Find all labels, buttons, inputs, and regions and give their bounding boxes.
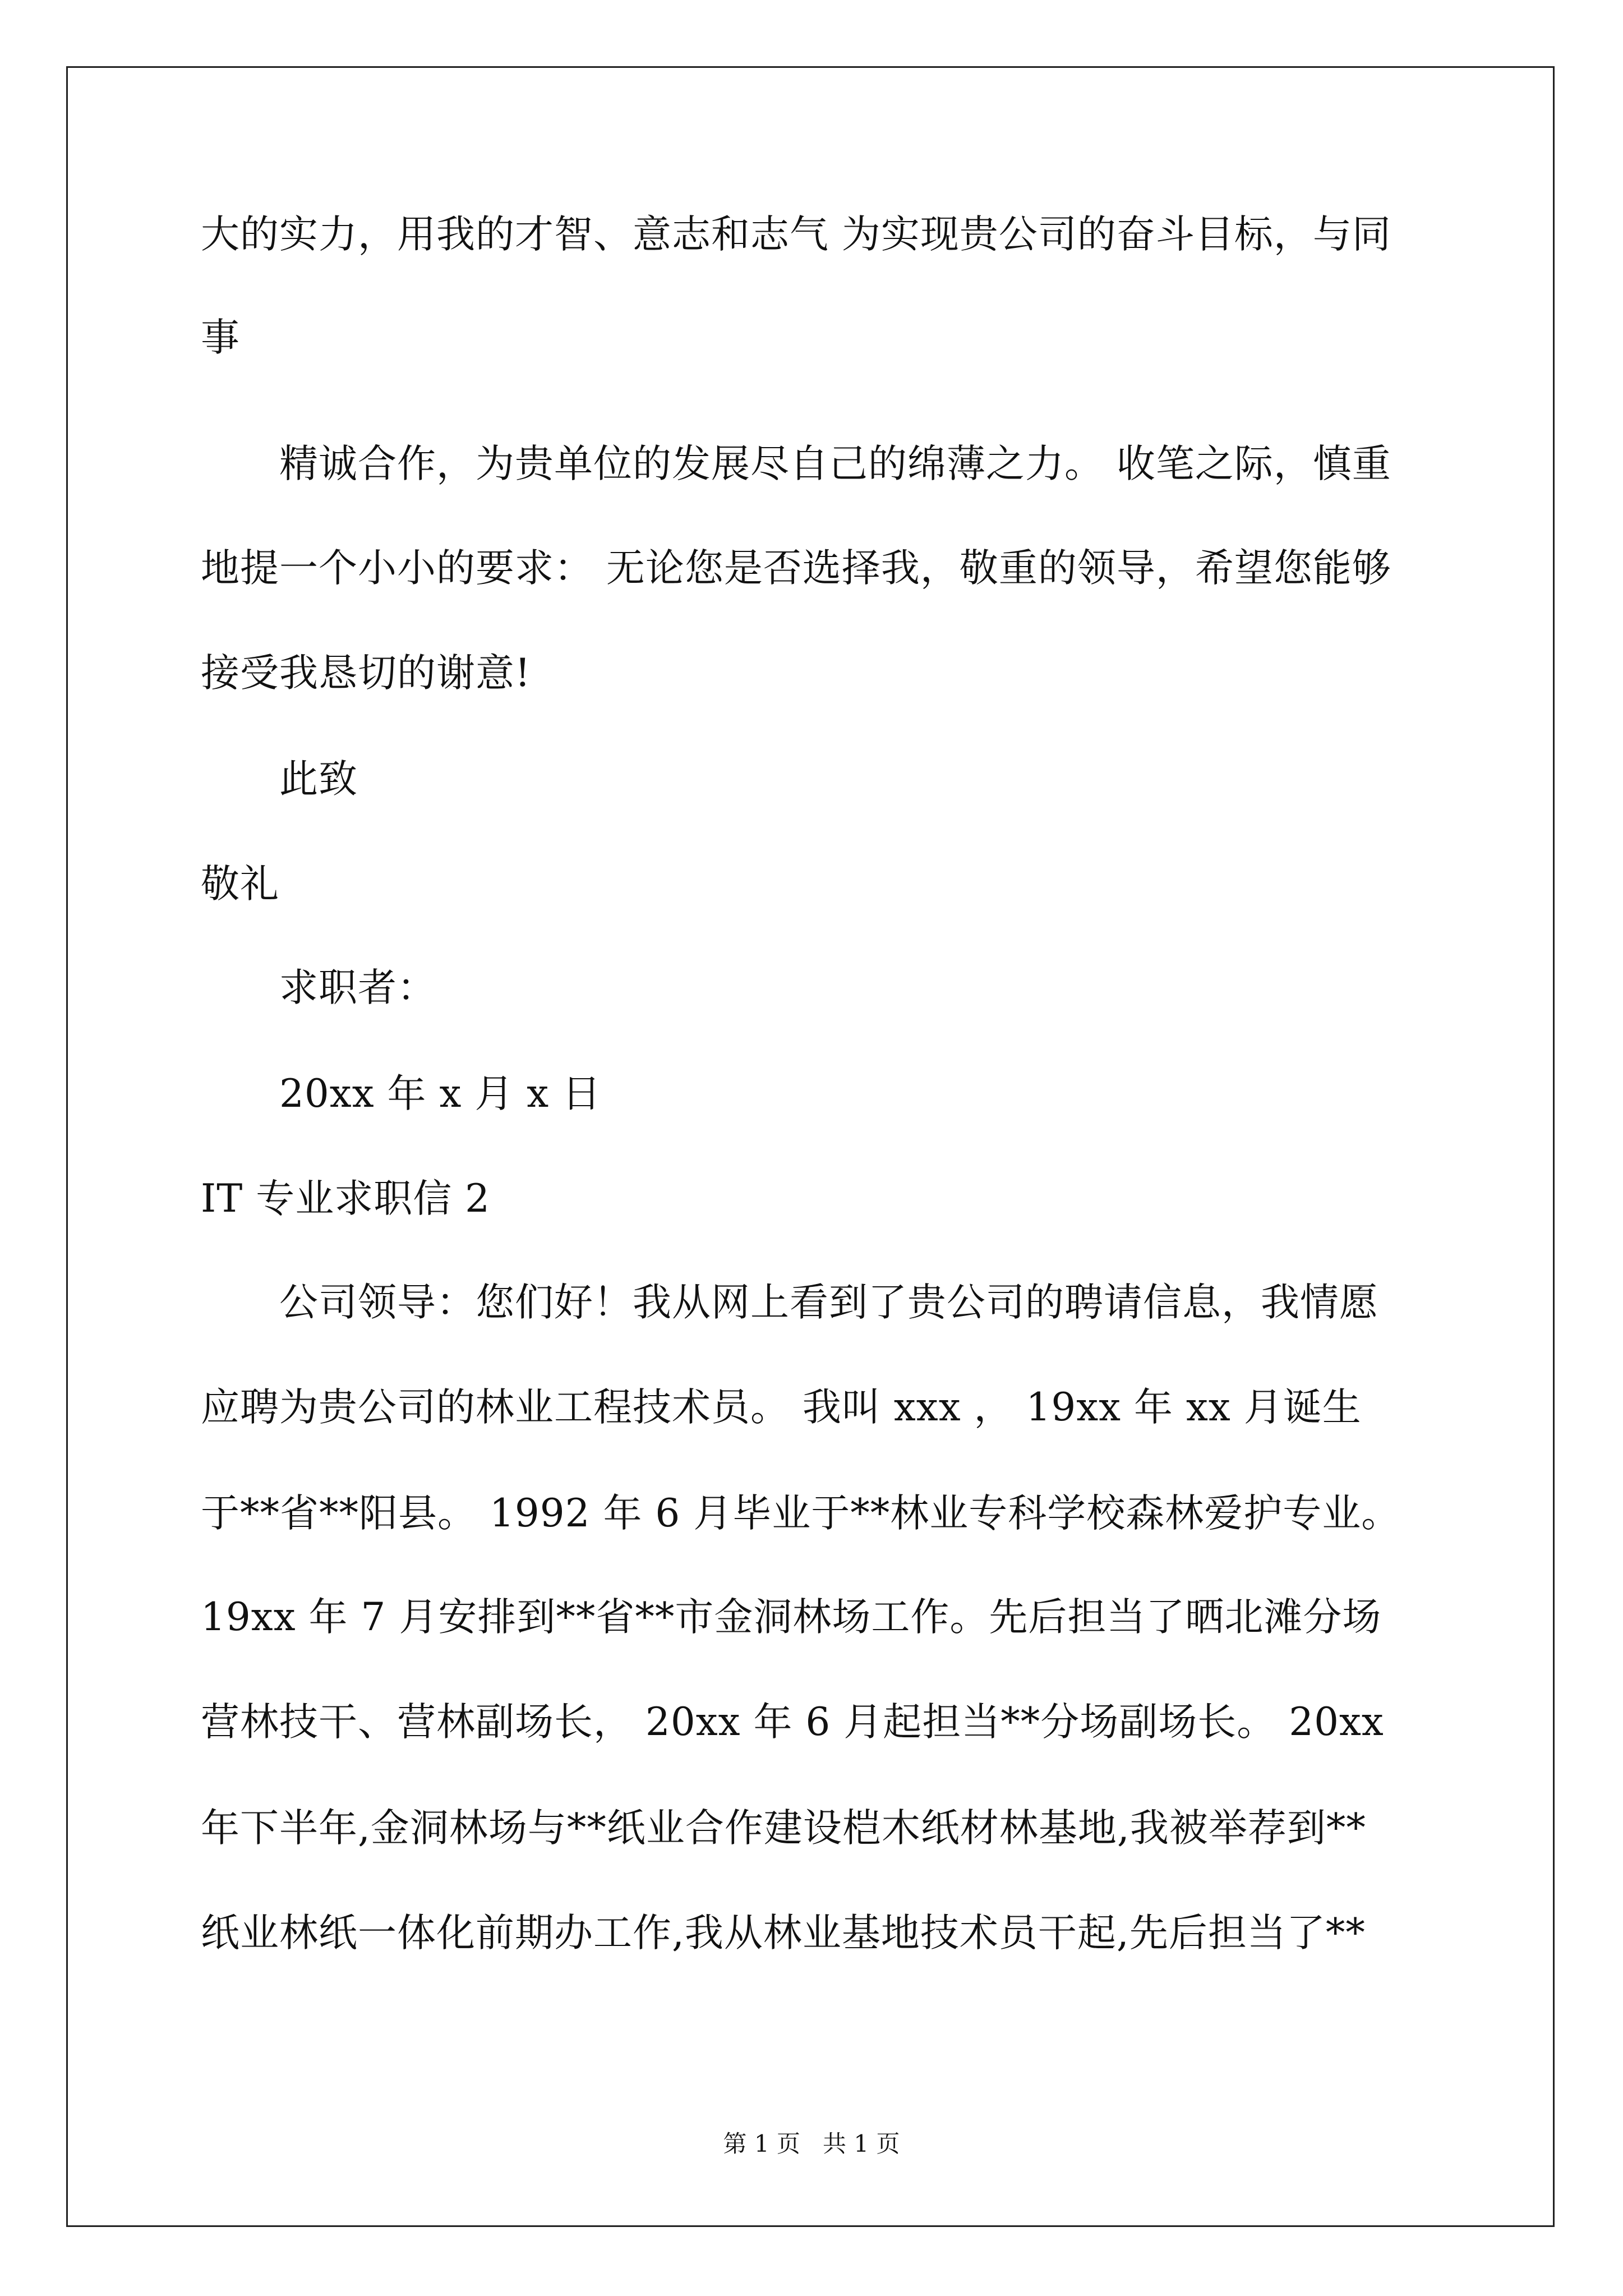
body-line-2: 事 — [201, 315, 240, 360]
salutation-cizhi: 此致 — [279, 757, 358, 802]
body-line-3: 精诚合作，为贵单位的发展尽自己的绵薄之力。 收笔之际，慎重 — [279, 441, 1391, 486]
body-line-13: 于**省**阳县。 1992 年 6 月毕业于**林业专科学校森林爱护专业。 — [201, 1491, 1401, 1536]
body-line-4: 地提一个小小的要求： 无论您是否选择我，敬重的领导，希望您能够 — [201, 546, 1391, 591]
page-border — [66, 66, 1555, 2227]
signature-label: 求职者： — [279, 965, 436, 1010]
section-heading: IT 专业求职信 2 — [201, 1176, 491, 1221]
body-line-17: 纸业林纸一体化前期办工作,我从林业基地技术员干起,先后担当了** — [201, 1911, 1366, 1955]
body-line-14: 19xx 年 7 月安排到**省**市金洞林场工作。先后担当了晒北滩分场 — [201, 1595, 1382, 1640]
body-line-11: 公司领导：您们好！我从网上看到了贵公司的聘请信息，我情愿 — [279, 1280, 1378, 1325]
page-footer: 第 1 页 共 1 页 — [723, 2130, 900, 2157]
body-line-16: 年下半年,金洞林场与**纸业合作建设桤木纸材林基地,我被举荐到** — [201, 1806, 1366, 1851]
body-line-12: 应聘为贵公司的林业工程技术员。 我叫 xxx ， 19xx 年 xx 月诞生 — [201, 1385, 1362, 1430]
salutation-jingli: 敬礼 — [201, 862, 279, 907]
signature-date: 20xx 年 x 月 x 日 — [279, 1071, 602, 1116]
body-line-5: 接受我恳切的谢意! — [201, 651, 531, 696]
body-line-1: 大的实力，用我的才智、意志和志气 为实现贵公司的奋斗目标，与同 — [201, 212, 1391, 257]
body-line-15: 营林技干、营林副场长， 20xx 年 6 月起担当**分场副场长。 20xx — [201, 1700, 1384, 1745]
